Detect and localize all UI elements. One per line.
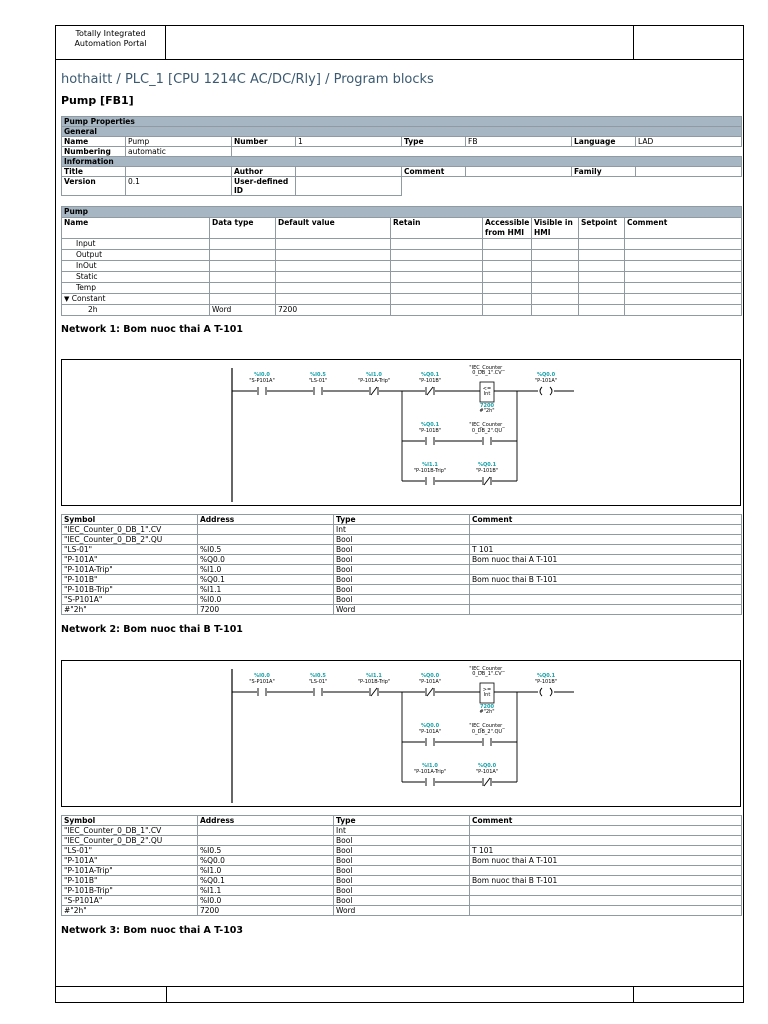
section-bar: Pump — [62, 207, 742, 218]
operand-address: %I0.0 — [254, 372, 270, 378]
symbol-row: #"2h" 7200 Word — [62, 906, 742, 916]
symbol-row: "P-101B" %Q0.1 Bool Bom nuoc thai B T-101 — [62, 876, 742, 886]
symbol-col-header: Comment — [470, 515, 742, 525]
symbol-row: "P-101B-Trip" %I1.1 Bool — [62, 886, 742, 896]
symbol-row: "LS-01" %I0.5 Bool T 101 — [62, 846, 742, 856]
operand-address: %Q0.0 — [420, 673, 440, 679]
operand-symbol: "S-P101A" — [249, 378, 275, 384]
project-path: hothaitt / PLC_1 [CPU 1214C AC/DC/Rly] / Program blocks — [61, 72, 434, 87]
network-2-symbol-table — [61, 815, 742, 916]
compare-operator: >= — [482, 687, 492, 693]
symbol-row: "IEC_Counter_0_DB_1".CV Int — [62, 826, 742, 836]
network-1-title: Network 1: Bom nuoc thai A T-101 — [61, 324, 244, 335]
symbol-col-header: Symbol — [62, 816, 198, 826]
symbol-row: "P-101B-Trip" %I1.1 Bool — [62, 585, 742, 595]
network-2-ladder — [61, 660, 741, 807]
operand-symbol: "LS-01" — [308, 679, 328, 685]
symbol-col-header: Type — [334, 515, 470, 525]
operand-address: %I1.0 — [422, 763, 438, 769]
operand-symbol: "P-101A-Trip" — [357, 378, 391, 384]
operand-address: 7200 — [480, 403, 494, 409]
operand-symbol: "P-101A" — [475, 769, 499, 775]
operand-address: %Q0.1 — [420, 372, 440, 378]
operand-address: %I1.0 — [366, 372, 382, 378]
symbol-col-header: Symbol — [62, 515, 198, 525]
compare-type: Int — [483, 391, 491, 397]
symbol-row: "P-101A-Trip" %I1.0 Bool — [62, 866, 742, 876]
section-bar: Pump Properties — [62, 117, 742, 127]
operand-symbol: "P-101B-Trip" — [413, 468, 447, 474]
operand-address: %I1.1 — [422, 462, 438, 468]
operand-symbol: "P-101A" — [418, 679, 442, 685]
operand-address: %Q0.0 — [477, 763, 497, 769]
operand-symbol: 0_DB_1".CV — [472, 671, 502, 677]
operand-symbol: "P-101B" — [475, 468, 499, 474]
operand-symbol: #"2h" — [479, 408, 495, 414]
block-title: Pump [FB1] — [61, 94, 134, 107]
operand-symbol: "LS-01" — [308, 378, 328, 384]
network-1-ladder — [61, 359, 741, 506]
operand-symbol: "P-101B" — [418, 428, 442, 434]
symbol-col-header: Address — [198, 515, 334, 525]
symbol-row: "P-101A-Trip" %I1.0 Bool — [62, 565, 742, 575]
network-1-symbol-table — [61, 514, 742, 615]
operand-address: %I0.0 — [254, 673, 270, 679]
symbol-row: "S-P101A" %I0.0 Bool — [62, 896, 742, 906]
operand-address: %Q0.0 — [420, 723, 440, 729]
operand-symbol: "P-101B" — [418, 378, 442, 384]
operand-symbol: "S-P101A" — [249, 679, 275, 685]
section-bar: Information — [62, 157, 742, 167]
symbol-row: "IEC_Counter_0_DB_2".QU Bool — [62, 535, 742, 545]
interface-row: Temp — [62, 283, 742, 294]
operand-address: 7200 — [480, 704, 494, 710]
compare-type: Int — [483, 692, 491, 698]
operand-symbol: "IEC_Counter_ — [469, 365, 505, 371]
operand-symbol: 0_DB_1".CV — [472, 370, 502, 376]
page-footer — [56, 986, 743, 1003]
operand-symbol: 0_DB_2".QU — [471, 428, 503, 434]
operand-symbol: #"2h" — [479, 709, 495, 715]
operand-symbol: "P-101B-Trip" — [357, 679, 391, 685]
symbol-row: "LS-01" %I0.5 Bool T 101 — [62, 545, 742, 555]
tia-portal-label: Totally Integrated Automation Portal — [56, 26, 166, 59]
operand-address: %I0.5 — [310, 673, 326, 679]
block-properties-table: Pump Properties General Name Pump Number 1 Type FB Language LAD Numbering automatic Information Title Author Comment Family Version 0.1 User-defined ID — [61, 116, 742, 196]
network-3-title: Network 3: Bom nuoc thai A T-103 — [61, 925, 244, 936]
symbol-row: "P-101B" %Q0.1 Bool Bom nuoc thai B T-101 — [62, 575, 742, 585]
symbol-row: "P-101A" %Q0.0 Bool Bom nuoc thai A T-101 — [62, 856, 742, 866]
interface-row: 2h Word 7200 — [62, 305, 742, 316]
operand-address: %I0.5 — [310, 372, 326, 378]
page-frame — [55, 25, 744, 1003]
operand-symbol: "P-101A" — [418, 729, 442, 735]
operand-symbol: 0_DB_2".QU — [471, 729, 503, 735]
symbol-row: "IEC_Counter_0_DB_2".QU Bool — [62, 836, 742, 846]
symbol-row: "S-P101A" %I0.0 Bool — [62, 595, 742, 605]
interface-row: ▼ Constant — [62, 294, 742, 305]
operand-symbol: "P-101A-Trip" — [413, 769, 447, 775]
symbol-col-header: Address — [198, 816, 334, 826]
operand-symbol: "IEC_Counter_ — [469, 666, 505, 672]
operand-address: %Q0.1 — [420, 422, 440, 428]
interface-row: InOut — [62, 261, 742, 272]
interface-row: Output — [62, 250, 742, 261]
symbol-col-header: Type — [334, 816, 470, 826]
page-header — [56, 26, 743, 60]
network-2-title: Network 2: Bom nuoc thai B T-101 — [61, 624, 243, 635]
operand-address: %Q0.0 — [536, 372, 556, 378]
operand-symbol: "P-101B" — [534, 679, 558, 685]
interface-row: Static — [62, 272, 742, 283]
block-interface-table: Pump Name Data type Default value Retain Accessible from HMI Visible in HMI Setpoint Comment Input Output InOut Static Temp ▼ Constant 2h Word 7200 — [61, 206, 742, 316]
symbol-row: "IEC_Counter_0_DB_1".CV Int — [62, 525, 742, 535]
section-bar: General — [62, 127, 742, 137]
interface-row: Input — [62, 239, 742, 250]
operand-symbol: "P-101A" — [534, 378, 558, 384]
symbol-row: "P-101A" %Q0.0 Bool Bom nuoc thai A T-101 — [62, 555, 742, 565]
symbol-row: #"2h" 7200 Word — [62, 605, 742, 615]
symbol-col-header: Comment — [470, 816, 742, 826]
operand-symbol: "IEC_Counter_ — [469, 723, 505, 729]
operand-address: %Q0.1 — [536, 673, 556, 679]
operand-symbol: "IEC_Counter_ — [469, 422, 505, 428]
operand-address: %I1.1 — [366, 673, 382, 679]
operand-address: %Q0.1 — [477, 462, 497, 468]
compare-operator: <= — [482, 386, 492, 392]
expand-triangle-icon[interactable]: ▼ — [64, 295, 70, 303]
